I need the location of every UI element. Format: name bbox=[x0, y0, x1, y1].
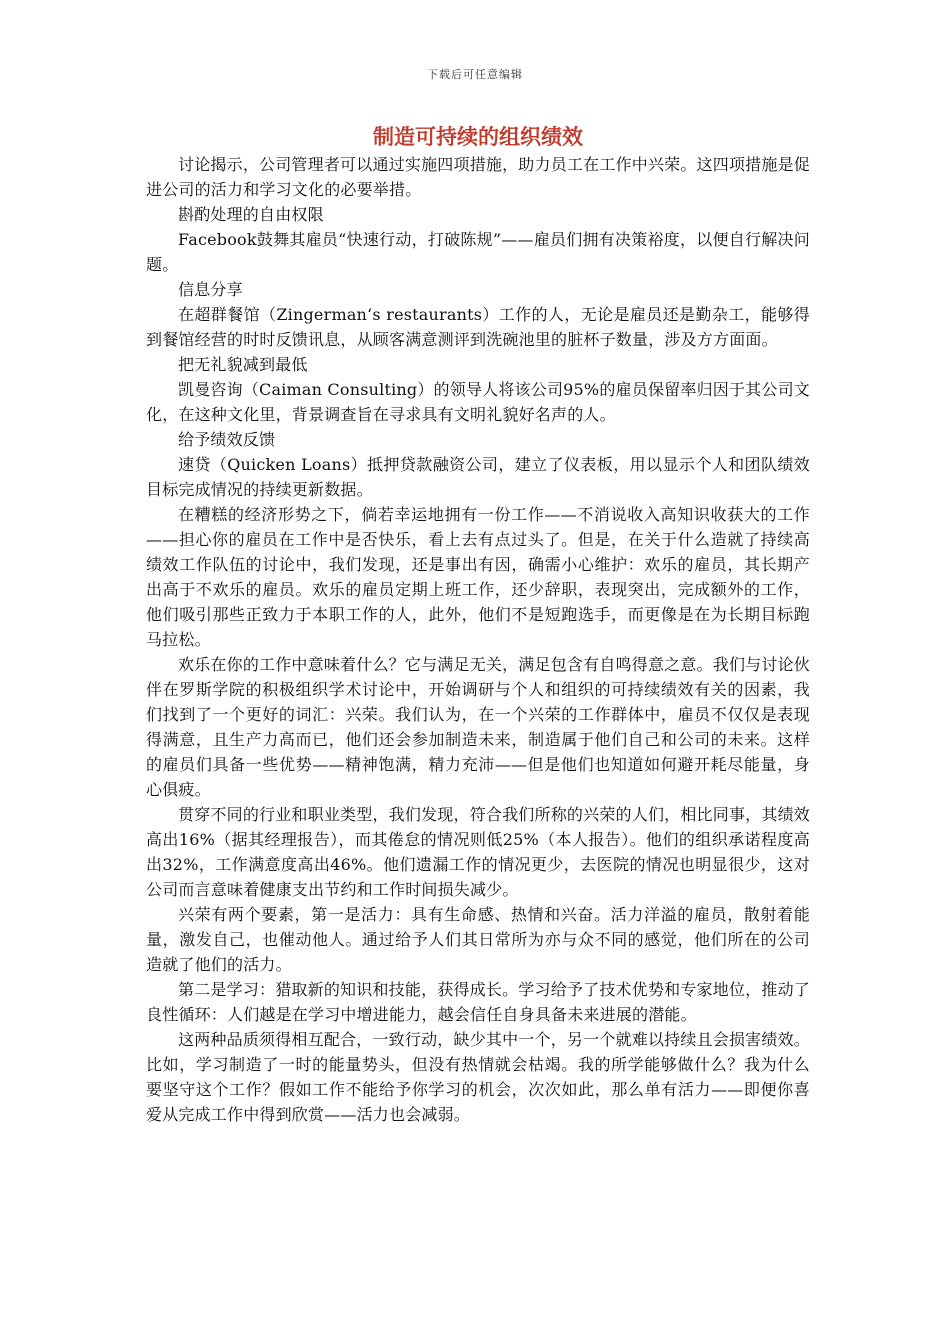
paragraph-thriving-meaning: 欢乐在你的工作中意味着什么？它与满足无关，满足包含有自鸣得意之意。我们与讨论伙伴在罗斯学院的积极组织学术讨论中，开始调研与个人和组织的可持续绩效有关的因素，我们找到了一个更好的词汇：兴荣。我们认为，在一个兴荣的工作群体中，雇员不仅仅是表现得满意，且生产力高而已，他们还会参加制造未来，制造属于他们自己和公司的未来。这样的雇员们具备一些优势——精神饱满，精力充沛——但是他们也知道如何避开耗尽能量，身心俱疲。 bbox=[146, 655, 810, 799]
paragraph-vitality: 兴荣有两个要素，第一是活力：具有生命感、热情和兴奋。活力洋溢的雇员，散射着能量，激发自己，也催动他人。通过给予人们其日常所为亦与众不同的感觉，他们所在的公司造就了他们的活力。 bbox=[146, 905, 810, 974]
page-header-note: 下载后可任意编辑 bbox=[427, 68, 523, 81]
paragraph-statistics: 贯穿不同的行业和职业类型，我们发现，符合我们所称的兴荣的人们，相比同事，其绩效高出16%（据其经理报告），而其倦怠的情况则低25%（本人报告）。他们的组织承诺程度高出32%，工作满意度高出46%。他们遗漏工作的情况更少，去医院的情况也明显很少，这对公司而言意味着健康支出节约和工作时间损失减少。 bbox=[146, 805, 810, 899]
section-heading-minimize-incivility: 把无礼貌减到最低 bbox=[178, 355, 308, 374]
section-heading-information-sharing: 信息分享 bbox=[178, 280, 243, 299]
section-heading-performance-feedback: 给予绩效反馈 bbox=[178, 430, 276, 449]
document-body bbox=[146, 122, 810, 1127]
document-title: 制造可持续的组织绩效 bbox=[373, 125, 583, 149]
paragraph-caiman: 凯曼咨询（Caiman Consulting）的领导人将该公司95%的雇员保留率归因于其公司文化，在这种文化里，背景调查旨在寻求具有文明礼貌好名声的人。 bbox=[146, 380, 810, 424]
paragraph-facebook: Facebook鼓舞其雇员“快速行动，打破陈规”——雇员们拥有决策裕度，以便自行解决问题。 bbox=[146, 230, 810, 274]
paragraph-economy: 在糟糕的经济形势之下，倘若幸运地拥有一份工作——不消说收入高知识收获大的工作——担心你的雇员在工作中是否快乐，看上去有点过头了。但是，在关于什么造就了持续高绩效工作队伍的讨论中，我们发现，还是事出有因，确需小心维护：欢乐的雇员，其长期产出高于不欢乐的雇员。欢乐的雇员定期上班工作，还少辞职，表现突出，完成额外的工作，他们吸引那些正致力于本职工作的人，此外，他们不是短跑选手，而更像是在为长期目标跑马拉松。 bbox=[146, 505, 810, 649]
paragraph-intro: 讨论揭示，公司管理者可以通过实施四项措施，助力员工在工作中兴荣。这四项措施是促进公司的活力和学习文化的必要举措。 bbox=[146, 155, 810, 199]
section-heading-discretion: 斟酌处理的自由权限 bbox=[178, 205, 324, 224]
paragraph-quicken-loans: 速贷（Quicken Loans）抵押贷款融资公司，建立了仪表板，用以显示个人和团队绩效目标完成情况的持续更新数据。 bbox=[146, 455, 810, 499]
paragraph-zingerman: 在超群餐馆（Zingerman‘s restaurants）工作的人，无论是雇员还是勤杂工，能够得到餐馆经营的时时反馈讯息，从顾客满意测评到洗碗池里的脏杯子数量，涉及方方面面。 bbox=[146, 305, 810, 349]
paragraph-combination: 这两种品质须得相互配合，一致行动，缺少其中一个，另一个就难以持续且会损害绩效。比如，学习制造了一时的能量势头，但没有热情就会枯竭。我的所学能够做什么？我为什么要坚守这个工作？假如工作不能给予你学习的机会，次次如此，那么单有活力——即便你喜爱从完成工作中得到欣赏——活力也会减弱。 bbox=[146, 1030, 810, 1124]
paragraph-learning: 第二是学习：猎取新的知识和技能，获得成长。学习给予了技术优势和专家地位，推动了良性循环：人们越是在学习中增进能力，越会信任自身具备未来进展的潜能。 bbox=[146, 980, 810, 1024]
